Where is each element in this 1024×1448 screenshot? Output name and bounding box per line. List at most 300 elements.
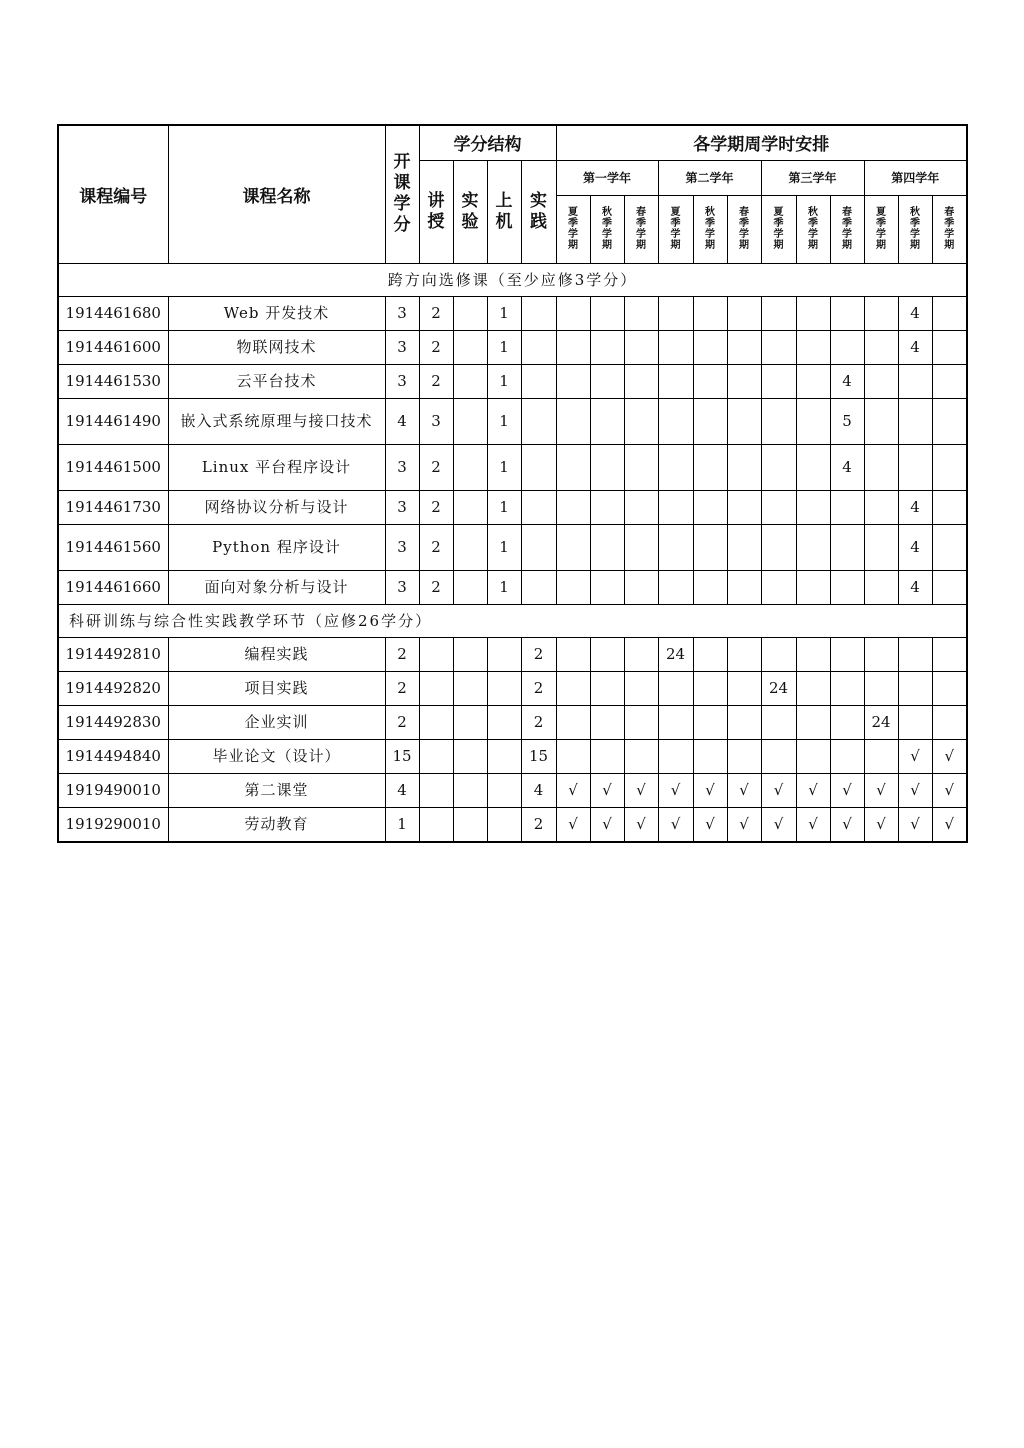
course-code: 1914461680 [58,296,168,330]
semester-hours-cell [761,330,796,364]
semester-hours-cell [590,671,624,705]
course-credits: 1 [385,807,419,842]
semester-hours-cell [590,739,624,773]
semester-hours-cell [556,364,590,398]
header-year-3: 第三学年 [761,160,864,195]
semester-hours-cell: √ [556,773,590,807]
table-row [58,398,967,444]
semester-hours-cell [796,398,830,444]
semester-hours-cell [864,671,898,705]
semester-hours-cell [830,524,864,570]
table-row [58,570,967,604]
lecture-credits: 2 [419,330,453,364]
semester-hours-cell [864,739,898,773]
semester-hours-cell [658,330,693,364]
semester-hours-cell [898,364,932,398]
semester-hours-cell [761,524,796,570]
header-semester: 春 季 学 期 [727,195,761,263]
section-row [58,604,967,637]
experiment-credits [453,773,487,807]
computer-credits: 1 [487,330,521,364]
semester-hours-cell [864,524,898,570]
semester-hours-cell: 4 [898,490,932,524]
semester-hours-cell [624,671,658,705]
semester-hours-cell: 24 [864,705,898,739]
semester-hours-cell [761,398,796,444]
header-semester: 秋 季 学 期 [693,195,727,263]
course-name: 编程实践 [168,637,385,671]
semester-hours-cell: 4 [898,296,932,330]
computer-credits [487,807,521,842]
course-name: 企业实训 [168,705,385,739]
semester-hours-cell: √ [556,807,590,842]
course-schedule-table [57,124,968,843]
semester-hours-cell [761,739,796,773]
semester-hours-cell [556,330,590,364]
semester-hours-cell [932,330,967,364]
course-name: 面向对象分析与设计 [168,570,385,604]
semester-hours-cell: √ [658,807,693,842]
table-row [58,739,967,773]
semester-hours-cell [556,637,590,671]
semester-hours-cell: 4 [898,330,932,364]
semester-hours-cell [864,570,898,604]
semester-hours-cell [590,637,624,671]
semester-hours-cell [830,330,864,364]
semester-hours-cell [624,490,658,524]
semester-hours-cell [590,364,624,398]
semester-hours-cell [932,671,967,705]
course-code: 1914461500 [58,444,168,490]
semester-hours-cell [796,705,830,739]
semester-hours-cell [624,524,658,570]
header-year-2: 第二学年 [658,160,761,195]
semester-hours-cell: √ [727,807,761,842]
lecture-credits: 2 [419,444,453,490]
semester-hours-cell [727,444,761,490]
course-code: 1914461490 [58,398,168,444]
practice-credits: 2 [521,637,556,671]
semester-hours-cell: 4 [830,364,864,398]
semester-hours-cell [761,296,796,330]
semester-hours-cell [556,739,590,773]
table-row [58,705,967,739]
semester-hours-cell [796,364,830,398]
lecture-credits [419,807,453,842]
course-name: 第二课堂 [168,773,385,807]
header-lecture: 讲 授 [419,160,453,263]
computer-credits: 1 [487,444,521,490]
header-computer: 上 机 [487,160,521,263]
semester-hours-cell [727,637,761,671]
semester-hours-cell: √ [932,807,967,842]
header-practice: 实 践 [521,160,556,263]
semester-hours-cell: √ [864,807,898,842]
experiment-credits [453,296,487,330]
semester-hours-cell [693,705,727,739]
header-semester: 夏 季 学 期 [658,195,693,263]
semester-hours-cell: √ [898,773,932,807]
semester-hours-cell [624,444,658,490]
semester-hours-cell [624,330,658,364]
semester-hours-cell [624,296,658,330]
semester-hours-cell [590,524,624,570]
semester-hours-cell: 5 [830,398,864,444]
semester-hours-cell [624,398,658,444]
computer-credits [487,739,521,773]
computer-credits: 1 [487,490,521,524]
semester-hours-cell: √ [830,773,864,807]
practice-credits [521,296,556,330]
semester-hours-cell: 4 [898,570,932,604]
semester-hours-cell [556,296,590,330]
experiment-credits [453,570,487,604]
header-semester: 春 季 学 期 [932,195,967,263]
semester-hours-cell [932,637,967,671]
semester-hours-cell [796,524,830,570]
header-course-name: 课程名称 [168,125,385,263]
semester-hours-cell: √ [932,739,967,773]
semester-hours-cell [898,705,932,739]
semester-hours-cell [624,705,658,739]
experiment-credits [453,671,487,705]
semester-hours-cell [693,364,727,398]
lecture-credits [419,671,453,705]
semester-hours-cell [727,364,761,398]
semester-hours-cell [590,398,624,444]
semester-hours-cell [556,570,590,604]
semester-hours-cell [727,398,761,444]
header-semester: 秋 季 学 期 [796,195,830,263]
header-year-1: 第一学年 [556,160,658,195]
semester-hours-cell [590,330,624,364]
lecture-credits [419,637,453,671]
header-semester: 秋 季 学 期 [898,195,932,263]
semester-hours-cell: √ [898,807,932,842]
semester-hours-cell [932,524,967,570]
practice-credits [521,330,556,364]
computer-credits [487,637,521,671]
semester-hours-cell [864,364,898,398]
course-code: 1914461660 [58,570,168,604]
semester-hours-cell: 24 [658,637,693,671]
semester-hours-cell [830,296,864,330]
section-title: 科研训练与综合性实践教学环节（应修26学分） [58,604,967,637]
experiment-credits [453,705,487,739]
practice-credits: 15 [521,739,556,773]
course-code: 1914492830 [58,705,168,739]
practice-credits [521,570,556,604]
header-credits: 开 课 学 分 [385,125,419,263]
course-code: 1914461560 [58,524,168,570]
semester-hours-cell [658,570,693,604]
semester-hours-cell [830,739,864,773]
lecture-credits: 2 [419,490,453,524]
semester-hours-cell: √ [796,807,830,842]
semester-hours-cell [898,637,932,671]
semester-hours-cell [556,444,590,490]
semester-hours-cell: 4 [830,444,864,490]
table-row [58,773,967,807]
semester-hours-cell [556,490,590,524]
semester-hours-cell [658,671,693,705]
table-row [58,807,967,842]
semester-hours-cell [693,570,727,604]
course-credits: 2 [385,671,419,705]
semester-hours-cell: √ [590,807,624,842]
course-name: 嵌入式系统原理与接口技术 [168,398,385,444]
course-credits: 3 [385,524,419,570]
semester-hours-cell [932,296,967,330]
semester-hours-cell: √ [624,807,658,842]
course-code: 1914494840 [58,739,168,773]
course-credits: 3 [385,330,419,364]
practice-credits [521,364,556,398]
computer-credits [487,705,521,739]
semester-hours-cell: √ [624,773,658,807]
course-credits: 3 [385,364,419,398]
semester-hours-cell [796,444,830,490]
table-row [58,364,967,398]
semester-hours-cell [932,570,967,604]
semester-hours-cell [932,364,967,398]
computer-credits: 1 [487,570,521,604]
semester-hours-cell [796,570,830,604]
semester-hours-cell [658,398,693,444]
practice-credits: 2 [521,705,556,739]
lecture-credits: 2 [419,364,453,398]
computer-credits: 1 [487,364,521,398]
semester-hours-cell [658,524,693,570]
course-code: 1919490010 [58,773,168,807]
course-name: 网络协议分析与设计 [168,490,385,524]
semester-hours-cell [761,705,796,739]
semester-hours-cell [693,490,727,524]
semester-hours-cell [864,490,898,524]
table-row [58,330,967,364]
practice-credits [521,398,556,444]
semester-hours-cell [864,330,898,364]
course-code: 1914492820 [58,671,168,705]
semester-hours-cell: √ [761,807,796,842]
course-credits: 4 [385,773,419,807]
header-semester: 春 季 学 期 [830,195,864,263]
semester-hours-cell [864,444,898,490]
semester-hours-cell [556,671,590,705]
course-name: Web 开发技术 [168,296,385,330]
semester-hours-cell [761,637,796,671]
section-row [58,263,967,296]
semester-hours-cell [796,330,830,364]
computer-credits [487,671,521,705]
semester-hours-cell [658,705,693,739]
course-name: 劳动教育 [168,807,385,842]
semester-hours-cell [864,637,898,671]
semester-hours-cell [556,398,590,444]
semester-hours-cell [624,570,658,604]
semester-hours-cell [864,398,898,444]
semester-hours-cell [590,444,624,490]
course-code: 1914492810 [58,637,168,671]
semester-hours-cell [693,739,727,773]
practice-credits: 2 [521,671,556,705]
experiment-credits [453,524,487,570]
lecture-credits: 3 [419,398,453,444]
header-weekly-schedule: 各学期周学时安排 [556,125,967,160]
semester-hours-cell [796,671,830,705]
semester-hours-cell: √ [590,773,624,807]
header-semester: 秋 季 学 期 [590,195,624,263]
computer-credits: 1 [487,524,521,570]
semester-hours-cell [796,490,830,524]
semester-hours-cell: √ [761,773,796,807]
practice-credits [521,490,556,524]
header-semester: 夏 季 学 期 [864,195,898,263]
semester-hours-cell [898,671,932,705]
experiment-credits [453,739,487,773]
course-name: 毕业论文（设计） [168,739,385,773]
semester-hours-cell [761,570,796,604]
semester-hours-cell [761,444,796,490]
semester-hours-cell: √ [693,807,727,842]
semester-hours-cell: √ [932,773,967,807]
practice-credits [521,524,556,570]
semester-hours-cell [658,444,693,490]
semester-hours-cell [796,637,830,671]
semester-hours-cell [658,364,693,398]
semester-hours-cell [796,739,830,773]
semester-hours-cell [727,671,761,705]
computer-credits: 1 [487,398,521,444]
course-credits: 3 [385,296,419,330]
semester-hours-cell [693,296,727,330]
course-code: 1914461730 [58,490,168,524]
course-code: 1914461530 [58,364,168,398]
course-credits: 3 [385,570,419,604]
experiment-credits [453,807,487,842]
semester-hours-cell: √ [727,773,761,807]
semester-hours-cell: √ [830,807,864,842]
semester-hours-cell [761,490,796,524]
semester-hours-cell [693,398,727,444]
semester-hours-cell: √ [693,773,727,807]
semester-hours-cell [693,637,727,671]
computer-credits [487,773,521,807]
lecture-credits: 2 [419,524,453,570]
semester-hours-cell [624,364,658,398]
course-credits: 3 [385,490,419,524]
semester-hours-cell [727,296,761,330]
course-name: 物联网技术 [168,330,385,364]
semester-hours-cell [658,296,693,330]
semester-hours-cell: √ [658,773,693,807]
semester-hours-cell [693,671,727,705]
semester-hours-cell [932,398,967,444]
semester-hours-cell [932,705,967,739]
header-semester: 春 季 学 期 [624,195,658,263]
semester-hours-cell [590,705,624,739]
semester-hours-cell [727,570,761,604]
semester-hours-cell: √ [898,739,932,773]
experiment-credits [453,490,487,524]
practice-credits: 4 [521,773,556,807]
semester-hours-cell [830,671,864,705]
semester-hours-cell [658,490,693,524]
table-row [58,637,967,671]
header-year-4: 第四学年 [864,160,967,195]
course-credits: 15 [385,739,419,773]
semester-hours-cell [590,570,624,604]
experiment-credits [453,398,487,444]
semester-hours-cell [693,330,727,364]
table-row [58,490,967,524]
semester-hours-cell: 4 [898,524,932,570]
lecture-credits: 2 [419,296,453,330]
section-title: 跨方向选修课（至少应修3学分） [58,263,967,296]
course-name: 云平台技术 [168,364,385,398]
semester-hours-cell [796,296,830,330]
lecture-credits: 2 [419,570,453,604]
semester-hours-cell [898,444,932,490]
practice-credits: 2 [521,807,556,842]
header-semester: 夏 季 学 期 [556,195,590,263]
course-credits: 4 [385,398,419,444]
course-code: 1914461600 [58,330,168,364]
practice-credits [521,444,556,490]
table-row [58,671,967,705]
header-semester: 夏 季 学 期 [761,195,796,263]
semester-hours-cell [556,705,590,739]
semester-hours-cell [830,490,864,524]
course-name: Linux 平台程序设计 [168,444,385,490]
semester-hours-cell [898,398,932,444]
header-credit-structure: 学分结构 [419,125,556,160]
semester-hours-cell [590,296,624,330]
header-course-code: 课程编号 [58,125,168,263]
experiment-credits [453,444,487,490]
table-row [58,296,967,330]
experiment-credits [453,364,487,398]
semester-hours-cell [727,739,761,773]
course-name: Python 程序设计 [168,524,385,570]
semester-hours-cell [830,705,864,739]
course-credits: 2 [385,637,419,671]
semester-hours-cell [556,524,590,570]
header-experiment: 实 验 [453,160,487,263]
lecture-credits [419,739,453,773]
semester-hours-cell [658,739,693,773]
semester-hours-cell [932,490,967,524]
semester-hours-cell [932,444,967,490]
semester-hours-cell: √ [796,773,830,807]
semester-hours-cell [727,490,761,524]
semester-hours-cell: √ [864,773,898,807]
semester-hours-cell [727,705,761,739]
table-row [58,524,967,570]
semester-hours-cell [624,739,658,773]
table-row [58,444,967,490]
semester-hours-cell: 24 [761,671,796,705]
semester-hours-cell [830,570,864,604]
semester-hours-cell [864,296,898,330]
computer-credits: 1 [487,296,521,330]
semester-hours-cell [727,330,761,364]
semester-hours-cell [761,364,796,398]
experiment-credits [453,330,487,364]
semester-hours-cell [693,444,727,490]
lecture-credits [419,705,453,739]
semester-hours-cell [693,524,727,570]
